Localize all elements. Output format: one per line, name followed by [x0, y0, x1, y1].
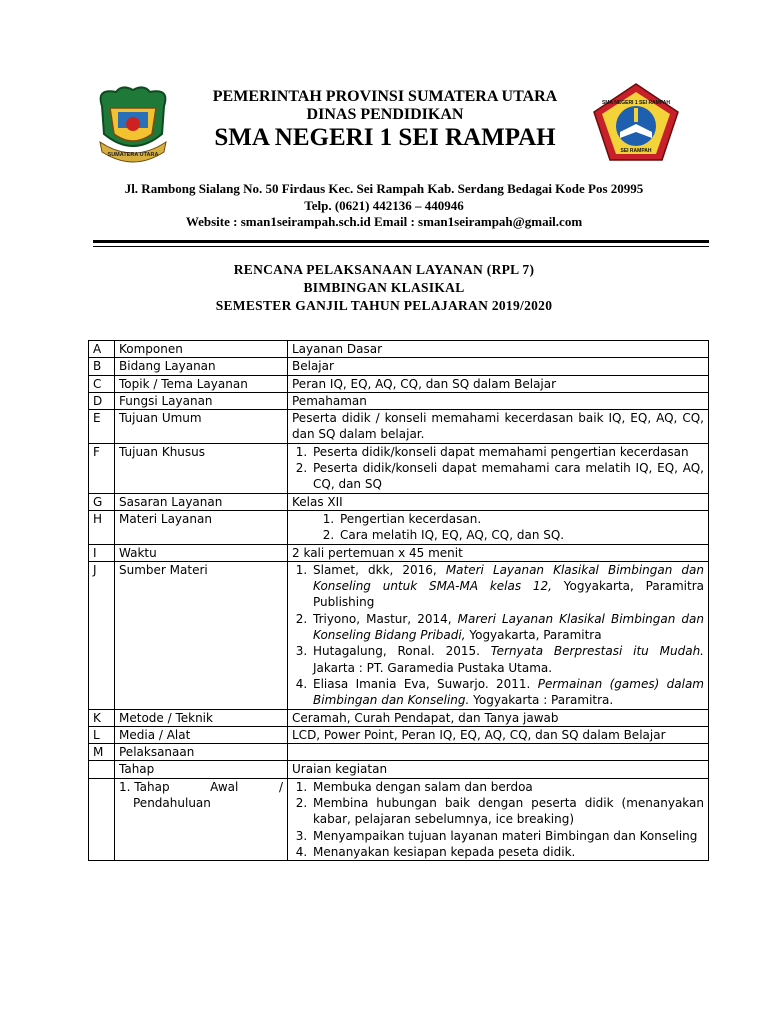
row-value: Layanan Dasar — [288, 341, 709, 358]
row-label: Sasaran Layanan — [115, 493, 288, 510]
ref-title: Ternyata Berprestasi itu Mudah. — [490, 644, 704, 659]
row-label: Topik / Tema Layanan — [115, 375, 288, 392]
reference-list — [292, 562, 704, 709]
stage-word: / — [278, 779, 283, 794]
reference-item — [311, 611, 704, 644]
row-code: J — [89, 561, 115, 709]
table-row-m-head — [89, 761, 709, 778]
header-address: Jl. Rambong Sialang No. 50 Firdaus Kec. Sei Rampah Kab. Serdang Bedagai Kode Pos 20995 — [124, 181, 644, 196]
stage-word: Tahap — [134, 779, 170, 794]
list-item: 1. Peserta didik/konseli dapat memahami pengertian kecerdasan — [311, 444, 704, 460]
header-contact: Website : sman1seirampah.sch.id Email : sman1seirampah@gmail.com — [185, 214, 583, 229]
stage-word: Pendahuluan — [133, 796, 211, 811]
row-value — [288, 561, 709, 709]
reference-item — [311, 562, 704, 611]
row-value: 2 kali pertemuan x 45 menit — [288, 544, 709, 561]
ref-publisher: Yogyakarta, Paramitra — [465, 628, 602, 643]
row-code: E — [89, 410, 115, 444]
row-label: Fungsi Layanan — [115, 392, 288, 409]
stage-name — [115, 778, 288, 860]
table-row-h — [89, 510, 709, 544]
ref-author: Slamet, dkk, 2016, — [313, 562, 446, 577]
row-label: Media / Alat — [115, 726, 288, 743]
row-code — [89, 778, 115, 860]
row-value: Peserta didik / konseli memahami kecerdasan baik IQ, EQ, AQ, CQ, dan SQ dalam belajar. — [288, 410, 709, 444]
stage-header: Tahap — [115, 761, 288, 778]
list-item: 2. Membina hubungan baik dengan peserta didik (menanyakan kabar, pelajaran sebelumnya, ice breaking) — [311, 795, 704, 828]
row-code: D — [89, 392, 115, 409]
list-item: 4. Menanyakan kesiapan kepada peseta didik. — [311, 844, 704, 860]
list-item: 2. Cara melatih IQ, EQ, AQ, CQ, dan SQ. — [338, 527, 704, 543]
activity-list — [292, 779, 704, 860]
reference-item — [311, 643, 704, 676]
ref-publisher: Yogyakarta : Paramitra. — [469, 693, 614, 708]
row-code: H — [89, 510, 115, 544]
row-label: Tujuan Khusus — [115, 443, 288, 493]
table-row-m-stage1 — [89, 778, 709, 860]
reference-item — [311, 676, 704, 709]
table-row-b — [89, 358, 709, 375]
row-value: Kelas XII — [288, 493, 709, 510]
header-agency: DINAS PENDIDIKAN — [306, 106, 464, 123]
right-logo-text-top: SMA NEGERI 1 SEI RAMPAH — [601, 100, 671, 106]
header-province: PEMERINTAH PROVINSI SUMATERA UTARA — [212, 88, 558, 105]
row-value: LCD, Power Point, Peran IQ, EQ, AQ, CQ, dan SQ dalam Belajar — [288, 726, 709, 743]
row-value — [288, 510, 709, 544]
table-row-j — [89, 561, 709, 709]
row-label: Materi Layanan — [115, 510, 288, 544]
ref-author: Hutagalung, Ronal. 2015. — [313, 644, 491, 659]
table-row-l — [89, 726, 709, 743]
header-phone: Telp. (0621) 442136 – 440946 — [304, 198, 464, 213]
doc-title-line2: BIMBINGAN KLASIKAL — [303, 280, 465, 295]
activity-cell — [288, 778, 709, 860]
stage-word: Awal — [210, 779, 239, 794]
stage-number: 1. — [119, 779, 131, 794]
row-value: Pemahaman — [288, 392, 709, 409]
activity-header: Uraian kegiatan — [288, 761, 709, 778]
header-rule-thick — [93, 240, 709, 243]
stage-word — [119, 779, 170, 795]
ref-title: Materi Layanan Klasikal Bimbingan dan Konseling untuk SMA-MA kelas 12, — [313, 562, 705, 594]
row-code: F — [89, 443, 115, 493]
row-code: I — [89, 544, 115, 561]
row-label: Bidang Layanan — [115, 358, 288, 375]
row-label: Pelaksanaan — [115, 744, 288, 761]
row-value: Peran IQ, EQ, AQ, CQ, dan SQ dalam Belajar — [288, 375, 709, 392]
doc-title-line3: SEMESTER GANJIL TAHUN PELAJARAN 2019/2020 — [215, 298, 553, 313]
row-label: Waktu — [115, 544, 288, 561]
table-row-e — [89, 410, 709, 444]
ref-title: Permainan (games) dalam Bimbingan dan Konseling. — [313, 676, 704, 708]
ref-title: Mareri Layanan Klasikal Bimbingan dan Konseling Bidang Pribadi, — [313, 611, 704, 643]
row-label: Tujuan Umum — [115, 410, 288, 444]
row-code: C — [89, 375, 115, 392]
header-rule-thin — [93, 246, 709, 247]
list-item: 1. Membuka dengan salam dan berdoa — [311, 779, 704, 795]
material-list — [292, 511, 704, 544]
list-item: 1. Pengertian kecerdasan. — [338, 511, 704, 527]
table-row-f — [89, 443, 709, 493]
right-logo-text-bottom: SEI RAMPAH — [620, 148, 652, 154]
row-label: Metode / Teknik — [115, 709, 288, 726]
row-label: Komponen — [115, 341, 288, 358]
ref-author: Eliasa Imania Eva, Suwarjo. 2011. — [313, 676, 538, 691]
objective-list — [292, 444, 704, 493]
row-value: Belajar — [288, 358, 709, 375]
row-value: Ceramah, Curah Pendapat, dan Tanya jawab — [288, 709, 709, 726]
list-item: 2. Peserta didik/konseli dapat memahami cara melatih IQ, EQ, AQ, CQ, dan SQ — [311, 460, 704, 493]
row-code: M — [89, 744, 115, 761]
row-code: L — [89, 726, 115, 743]
ref-author: Triyono, Mastur, 2014, — [313, 611, 458, 626]
row-label: Sumber Materi — [115, 561, 288, 709]
row-code: A — [89, 341, 115, 358]
ref-publisher: Jakarta : PT. Garamedia Pustaka Utama. — [313, 660, 553, 675]
table-row-i — [89, 544, 709, 561]
table-row-k — [89, 709, 709, 726]
table-row-c — [89, 375, 709, 392]
left-logo-text: SUMATERA UTARA — [107, 152, 159, 158]
stage-name-line — [119, 779, 283, 795]
rpl-table — [88, 340, 709, 861]
row-value — [288, 443, 709, 493]
table-row-a — [89, 341, 709, 358]
row-code — [89, 761, 115, 778]
table-row-d — [89, 392, 709, 409]
row-value — [288, 744, 709, 761]
list-item: 3. Menyampaikan tujuan layanan materi Bimbingan dan Konseling — [311, 828, 704, 844]
doc-title-line1: RENCANA PELAKSANAAN LAYANAN (RPL 7) — [233, 262, 535, 277]
row-code: G — [89, 493, 115, 510]
row-code: B — [89, 358, 115, 375]
table-row-m — [89, 744, 709, 761]
table-row-g — [89, 493, 709, 510]
row-code: K — [89, 709, 115, 726]
header-school-name: SMA NEGERI 1 SEI RAMPAH — [214, 124, 556, 151]
ref-publisher: Yogyakarta, Paramitra Publishing — [313, 579, 704, 610]
